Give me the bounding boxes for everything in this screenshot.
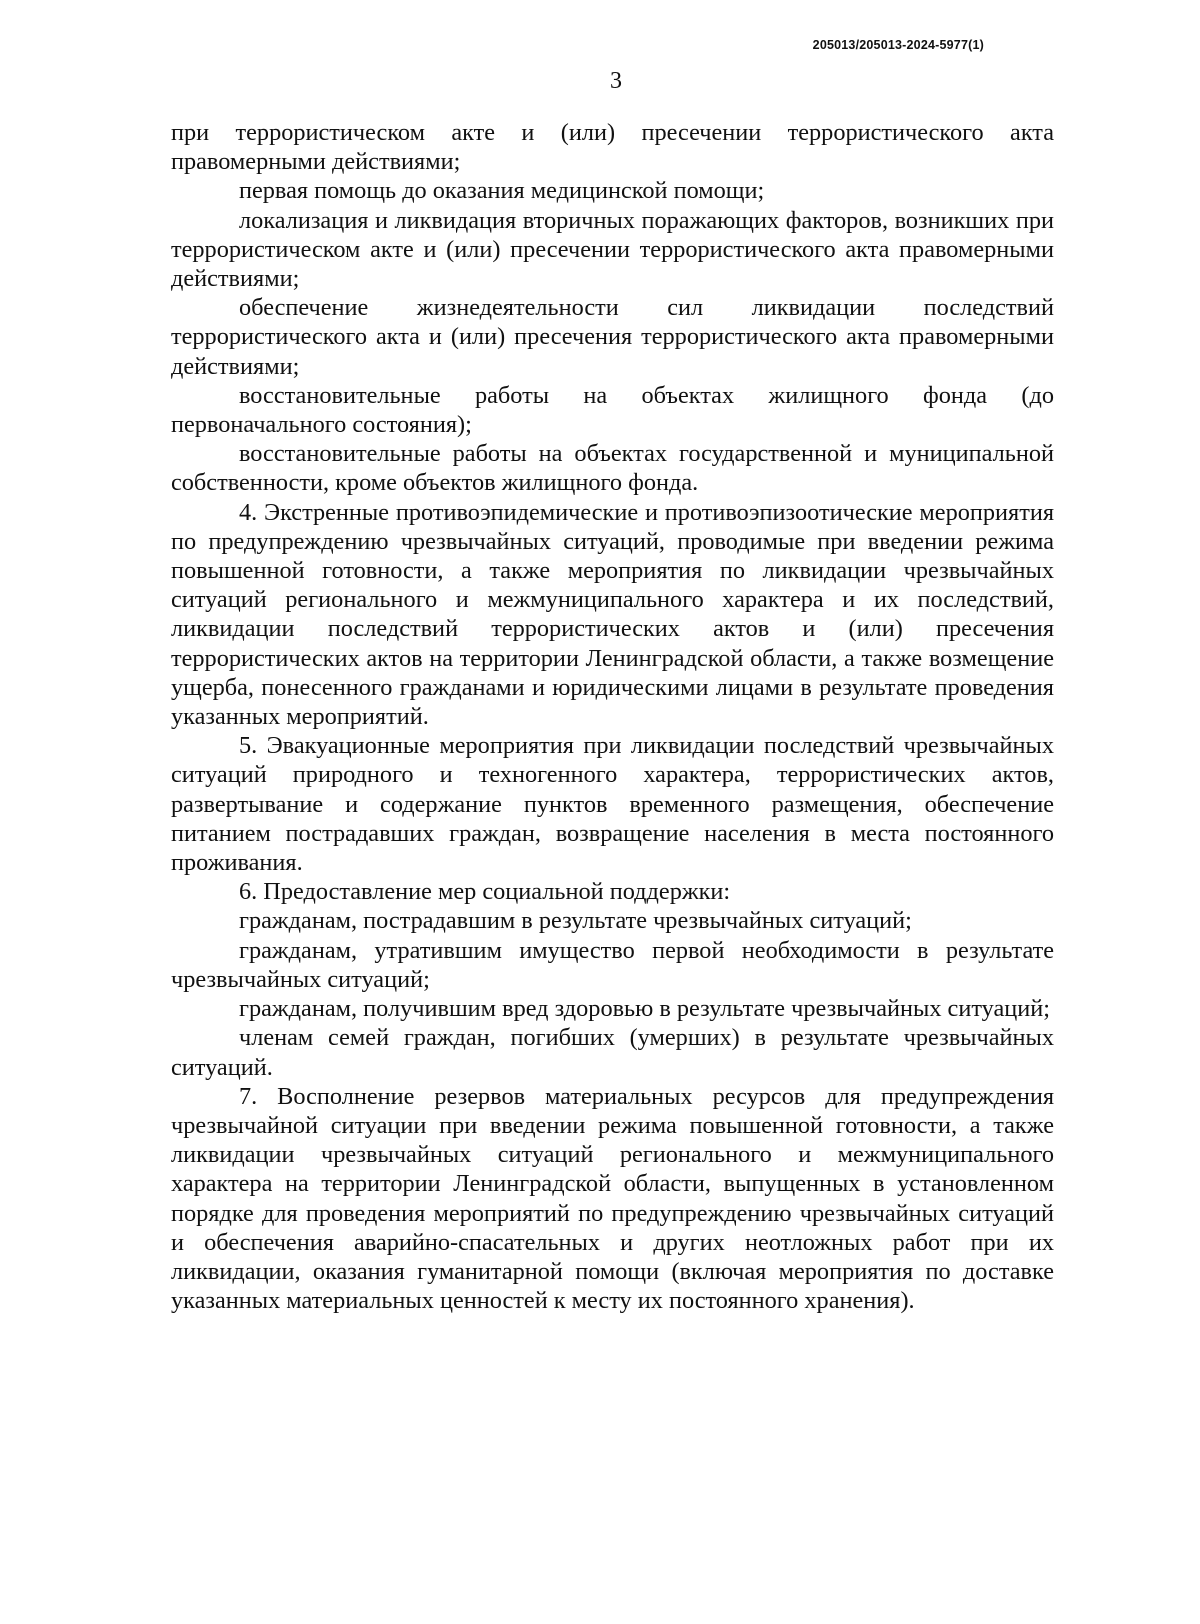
paragraph: восстановительные работы на объектах жилищного фонда (до первоначального состояния); bbox=[171, 381, 1054, 439]
paragraph: 5. Эвакуационные мероприятия при ликвидации последствий чрезвычайных ситуаций природного и техногенного характера, террористических актов, развертывание и содержание пунктов временного размещения, обеспечение питанием пострадавших граждан, возвращение населения в места постоянного проживания. bbox=[171, 732, 1054, 877]
paragraph: гражданам, пострадавшим в результате чрезвычайных ситуаций; bbox=[239, 907, 912, 935]
paragraph: 4. Экстренные противоэпидемические и противоэпизоотические мероприятия по предупреждению чрезвычайных ситуаций, проводимые при введении режима повышенной готовности, а также мероприятия по ликвидации чрезвычайных ситуаций регионального и межмуниципального характера и их последствий, ликвидации последствий террористических актов и (или) пресечения террористических актов на территории Ленинградской области, а также возмещение ущерба, понесенного гражданами и юридическими лицами в результате проведения указанных мероприятий. bbox=[171, 498, 1054, 731]
paragraph: первая помощь до оказания медицинской помощи; bbox=[239, 177, 765, 205]
paragraph: гражданам, утратившим имущество первой необходимости в результате чрезвычайных ситуаций; bbox=[171, 936, 1054, 993]
paragraph: при террористическом акте и (или) пресечении террористического акта правомерными действиями; bbox=[171, 119, 1054, 176]
paragraph: восстановительные работы на объектах государственной и муниципальной собственности, кроме объектов жилищного фонда. bbox=[171, 440, 1054, 497]
paragraph: гражданам, получившим вред здоровью в результате чрезвычайных ситуаций; bbox=[239, 995, 1050, 1023]
paragraph: 6. Предоставление мер социальной поддержки: bbox=[239, 878, 731, 906]
document-body bbox=[171, 118, 1054, 1315]
paragraph: локализация и ликвидация вторичных поражающих факторов, возникших при террористическом акте и (или) пресечении террористического акта правомерными действиями; bbox=[171, 206, 1054, 293]
document-id: 205013/205013-2024-5977(1) bbox=[812, 38, 984, 52]
paragraph: членам семей граждан, погибших (умерших) в результате чрезвычайных ситуаций. bbox=[171, 1024, 1054, 1081]
page-number: 3 bbox=[610, 68, 622, 94]
paragraph: обеспечение жизнедеятельности сил ликвидации последствий террористического акта и (или) пресечения террористического акта правомерными действиями; bbox=[171, 294, 1054, 380]
paragraph: 7. Восполнение резервов материальных ресурсов для предупреждения чрезвычайной ситуации при введении режима повышенной готовности, а также ликвидации чрезвычайных ситуаций регионального и межмуниципального характера на территории Ленинградской области, выпущенных в установленном порядке для проведения мероприятий по предупреждению чрезвычайных ситуаций и обеспечения аварийно-спасательных и других неотложных работ при их ликвидации, оказания гуманитарной помощи (включая мероприятия по доставке указанных материальных ценностей к месту их постоянного хранения). bbox=[171, 1082, 1054, 1315]
